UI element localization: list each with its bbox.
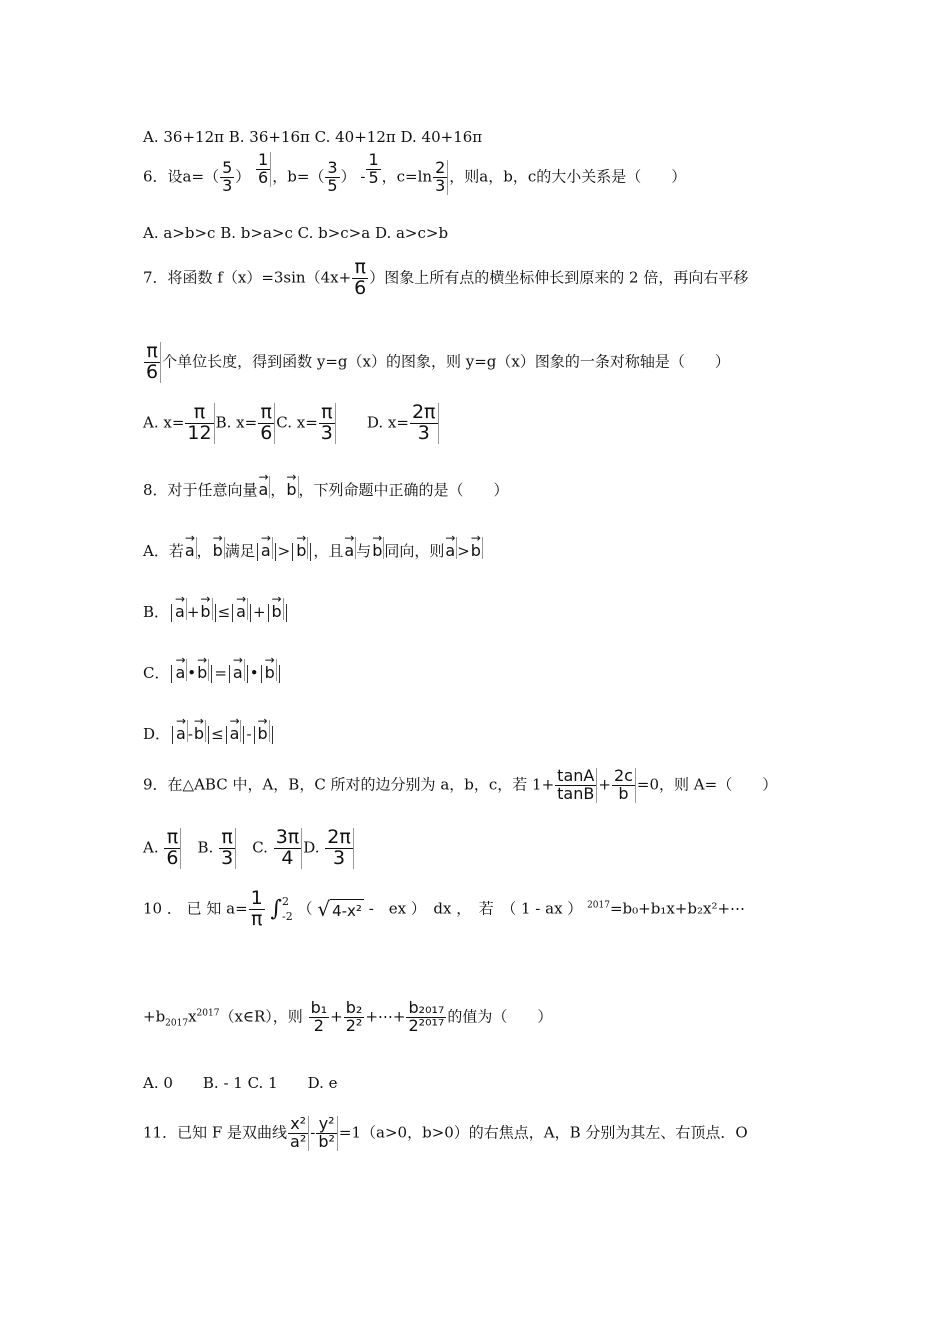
- q10-tail: =b₀+b₁x+b₂x²+⋯: [609, 899, 746, 918]
- vector-a: → a: [174, 659, 187, 681]
- sqrt-expression: √ 4-x²: [317, 897, 362, 922]
- q9-option-d-label: D.: [303, 838, 320, 857]
- q6-exponent-1: $\frac{1}{6}$: [256, 152, 271, 187]
- vector-a: → a: [235, 598, 248, 620]
- q8d-le: ≤: [211, 725, 224, 743]
- vector-a: → a: [258, 476, 271, 498]
- question-11: [143, 1116, 748, 1151]
- q8c-dot-2: •: [249, 664, 259, 682]
- q8a-mid-1: 满足: [224, 542, 255, 560]
- q9-prefix: 9．在△ABC 中，A，B，C 所对的边分别为 a，b，c，若 1+: [143, 775, 555, 794]
- abs-bar: [254, 726, 255, 744]
- q9-plus: +: [598, 775, 611, 794]
- q7-line-2-text: 个单位长度，得到函数 y=g（x）的图象，则 y=g（x）图象的一条对称轴是（ ）: [162, 352, 730, 371]
- q6-suffix: ，则a，b，c的大小关系是（ ）: [449, 167, 687, 186]
- q6-exponent-2: $\frac{1}{5}$: [368, 150, 379, 187]
- q7-option-d-label: D. x=: [366, 413, 409, 432]
- q10-frac: $\frac{1}{\pi}$: [250, 887, 263, 930]
- q6-prefix: 6．设a=（: [143, 167, 220, 186]
- vector-a: → a: [343, 537, 356, 559]
- vector-a: → a: [184, 537, 197, 559]
- question-8-option-d: [143, 720, 275, 744]
- abs-bar: [171, 665, 172, 683]
- question-10-line-2: $+b_{2017}x^{2017}(x\in R)$，则 $\frac{\text{b₁}}{2}$ + $\frac{\text{b₂}}{\text{2²}}$ +⋯+ $\frac{\text{b₂₀₁₇}}{\text{2²⁰¹⁷}}$ 的值为（ ）: [143, 998, 553, 1035]
- q6-exp2-sign: -: [360, 167, 366, 186]
- integral-sign: ∫: [270, 896, 283, 922]
- question-8: [143, 476, 509, 498]
- q8d-minus-2: -: [246, 725, 252, 743]
- q8d-minus: -: [187, 725, 193, 743]
- q8b-le: ≤: [217, 603, 231, 621]
- q8a-with: 与: [356, 542, 372, 560]
- abs-bar: [229, 665, 230, 683]
- q7-option-c-label: C. x=: [276, 413, 318, 432]
- vector-b: → b: [470, 537, 483, 559]
- q8a-prefix: A．若: [143, 542, 184, 560]
- vector-a: → a: [444, 537, 457, 559]
- q11-suffix: =1（a>0，b>0）的右焦点，A，B 分别为其左、右顶点．O: [338, 1123, 748, 1142]
- q9-option-d-frac: $\frac{2\pi}{3}$: [325, 828, 354, 869]
- q7-suffix: ）图象上所有点的横坐标伸长到原来的 2 倍，再向右平移: [369, 268, 749, 287]
- vector-a: → a: [260, 537, 273, 559]
- q8a-gt: >: [457, 542, 470, 560]
- question-8-option-a: [143, 537, 483, 561]
- q10-sum-frac-2: $\frac{\text{b₂}}{\text{2²}}$: [345, 998, 363, 1035]
- abs-bar: [310, 543, 311, 561]
- abs-bar: [247, 665, 248, 683]
- vector-a: → a: [175, 720, 188, 742]
- q7-option-a-frac: $\frac{\pi}{12}$: [185, 403, 214, 444]
- vector-b: → b: [199, 598, 212, 620]
- integral-limits: 2 -2: [282, 895, 293, 924]
- q11-frac-2: $\frac{\text{y²}}{\text{b²}}$: [316, 1116, 338, 1151]
- q7-shift-frac: $\frac{\pi}{6}$: [144, 342, 161, 383]
- abs-bar: [275, 543, 276, 561]
- question-6: [143, 150, 687, 195]
- q6-close-2: ）: [340, 167, 356, 186]
- q6-mid-1: ，b=（: [272, 167, 325, 186]
- abs-bar: [243, 726, 244, 744]
- q8a-mid-3: 同向，则: [384, 542, 445, 560]
- abs-bar: [261, 665, 262, 683]
- q9-option-a-label: A.: [143, 838, 159, 857]
- abs-bar: [232, 604, 233, 622]
- q11-prefix: 11．已知 F 是双曲线: [143, 1123, 288, 1142]
- q8a-mid-2: ，且: [313, 542, 344, 560]
- vector-a: → a: [174, 598, 187, 620]
- q10-l2-exp: 2017: [196, 1008, 220, 1019]
- q8a-gt: >: [277, 542, 291, 560]
- q9-option-b-label: B.: [197, 838, 214, 857]
- q8b-label: B．: [143, 603, 170, 621]
- question-7-line-2: [143, 342, 730, 383]
- vector-b: → b: [257, 720, 270, 742]
- q10-prefix: 10 ． 已 知 a=: [143, 899, 248, 918]
- question-10-options: A. 0 B. - 1 C. 1 D. e: [143, 1074, 338, 1092]
- abs-bar: [286, 604, 287, 622]
- q8c-dot: •: [187, 664, 197, 682]
- abs-bar: [226, 726, 227, 744]
- abs-bar: [268, 604, 269, 622]
- q10-l2-suffix: 的值为（ ）: [447, 1007, 553, 1026]
- q7-frac: $\frac{\pi}{6}$: [354, 256, 367, 299]
- q10-l2-prefix: +b: [143, 1007, 166, 1026]
- q9-option-c-label: C.: [252, 838, 268, 857]
- q7-option-b-frac: $\frac{\pi}{6}$: [258, 403, 275, 444]
- q6-frac-2: $\frac{3}{5}$: [327, 158, 338, 195]
- abs-bar: [250, 604, 251, 622]
- q8c-eq: =: [214, 664, 227, 682]
- question-5-options: A. 36+12π B. 36+16π C. 40+12π D. 40+16π: [143, 128, 483, 146]
- vector-b: → b: [371, 537, 384, 559]
- vector-b: → b: [193, 720, 206, 742]
- q7-prefix: 7．将函数 f（x）=3sin（4x+: [143, 268, 352, 287]
- q10-open: （: [297, 899, 313, 918]
- vector-b: → b: [285, 476, 298, 498]
- question-7-line-1: [143, 258, 748, 299]
- abs-bar: [272, 726, 273, 744]
- question-7-options: [143, 403, 440, 444]
- q8b-plus-2: +: [252, 603, 266, 621]
- abs-bar: [211, 665, 212, 683]
- q10-l2-cond: （x∈R），则: [219, 1007, 303, 1026]
- vector-b: → b: [196, 659, 209, 681]
- q8a-sep: ，: [196, 542, 212, 560]
- q9-option-b-frac: $\frac{\pi}{3}$: [219, 828, 236, 869]
- q11-minus: -: [310, 1123, 316, 1142]
- vector-b: → b: [264, 659, 277, 681]
- q10-plus-dots: +⋯+: [365, 1007, 406, 1026]
- q8c-label: C．: [143, 664, 170, 682]
- q10-sum-frac-1: $\frac{\text{b₁}}{2}$: [310, 998, 328, 1035]
- abs-bar: [208, 726, 209, 744]
- q7-option-d-frac: $\frac{2\pi}{3}$: [410, 403, 439, 444]
- q8-suffix: ，下列命题中正确的是（ ）: [298, 481, 509, 499]
- q8-sep: ，: [270, 481, 286, 499]
- q6-frac-1: $\frac{5}{3}$: [222, 158, 233, 195]
- q6-mid-2: ，c=ln: [381, 167, 433, 186]
- q7-option-c-frac: $\frac{\pi}{3}$: [319, 403, 336, 444]
- q11-frac-1: $\frac{\text{x²}}{\text{a²}}$: [288, 1116, 309, 1151]
- question-9-options: [143, 828, 355, 869]
- abs-bar: [279, 665, 280, 683]
- question-9: [143, 768, 777, 803]
- question-8-option-c: [143, 659, 282, 683]
- q10-exponent: 2017: [587, 900, 610, 911]
- q7-option-b-label: B. x=: [215, 413, 258, 432]
- vector-a: → a: [229, 720, 242, 742]
- vector-a: → a: [232, 659, 245, 681]
- q9-suffix: =0，则 A=（ ）: [636, 775, 778, 794]
- q8d-label: D．: [143, 725, 171, 743]
- q10-l2-x: x: [188, 1007, 197, 1026]
- q7-option-a-label: A. x=: [143, 413, 185, 432]
- question-8-option-b: [143, 598, 289, 622]
- question-10-line-1: [143, 889, 745, 930]
- q10-after-sqrt: - ex ） dx ， 若 （ 1 - ax ）: [368, 899, 583, 918]
- question-6-options: A. a>b>c B. b>a>c C. b>c>a D. a>c>b: [143, 224, 449, 242]
- vector-b: → b: [271, 598, 284, 620]
- vector-b: → b: [212, 537, 225, 559]
- q9-option-a-frac: $\frac{\pi}{6}$: [164, 828, 181, 869]
- q9-frac-2: $\frac{2c}{b}$: [612, 768, 636, 803]
- q8-prefix: 8．对于任意向量: [143, 481, 258, 499]
- q8b-plus: +: [186, 603, 200, 621]
- q6-close-1: ）: [235, 167, 251, 186]
- abs-bar: [172, 726, 173, 744]
- q6-frac-3: $\frac{2}{3}$: [433, 160, 448, 195]
- abs-bar: [292, 543, 293, 561]
- abs-bar: [171, 604, 172, 622]
- q10-sum-frac-3: $\frac{\text{b₂₀₁₇}}{\text{2²⁰¹⁷}}$: [408, 998, 445, 1035]
- q9-option-c-frac: $\frac{3\pi}{4}$: [274, 828, 303, 869]
- q9-frac-1: $\frac{\tan A}{\tan B}$: [555, 768, 597, 803]
- vector-b: → b: [295, 537, 308, 559]
- q10-l2-sub: 2017: [165, 1018, 189, 1029]
- abs-bar: [257, 543, 258, 561]
- abs-bar: [215, 604, 216, 622]
